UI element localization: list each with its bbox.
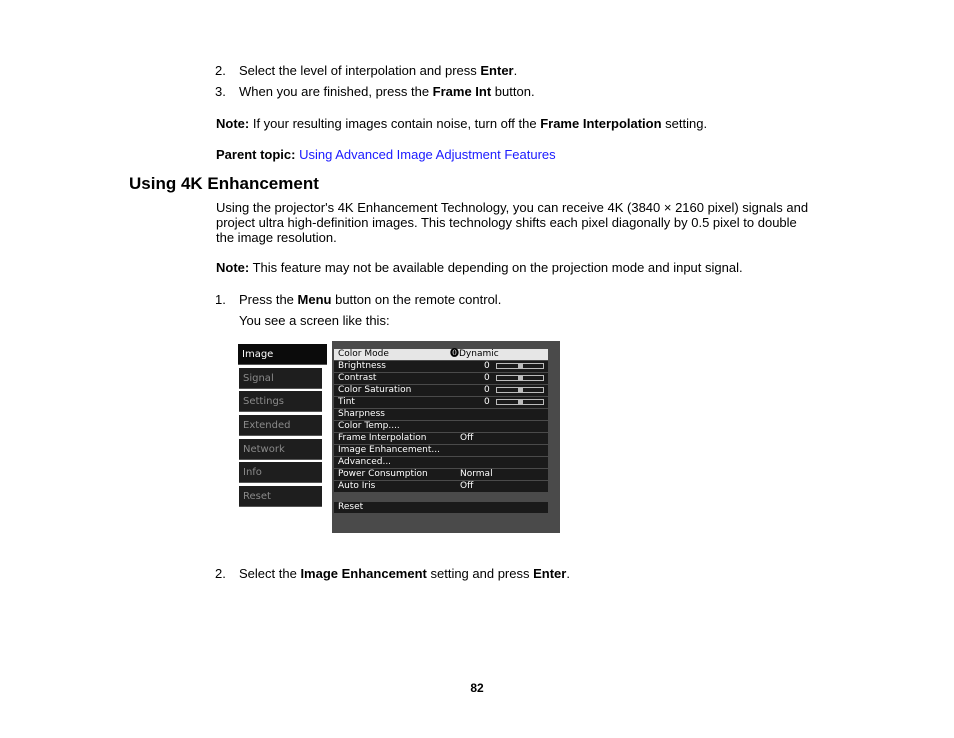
row-label: Color Temp.... — [338, 421, 400, 431]
menu-row-image-enhancement — [334, 445, 548, 456]
step-number: 2. — [215, 566, 226, 581]
slider-bar — [496, 363, 544, 369]
row-number: 0 — [484, 373, 490, 383]
sidebar-item-info: Info — [239, 462, 322, 483]
parent-topic: Parent topic: Using Advanced Image Adjustment Features — [216, 147, 556, 162]
row-value: Off — [460, 433, 474, 443]
row-number: 0 — [484, 361, 490, 371]
row-label: Color Mode — [338, 349, 389, 359]
step-text: Press the Menu button on the remote control. — [239, 292, 502, 307]
menu-row-color-mode — [334, 349, 548, 360]
slider-knob — [518, 364, 523, 368]
slider-knob — [518, 400, 523, 404]
sidebar-item-signal: Signal — [239, 368, 322, 389]
menu-row-contrast — [334, 373, 548, 384]
slider-knob — [518, 388, 523, 392]
sidebar-item-settings: Settings — [239, 391, 322, 412]
step-1-subtext: You see a screen like this: — [239, 313, 390, 328]
row-label: Image Enhancement... — [338, 445, 440, 455]
step-text: When you are finished, press the Frame Int button. — [239, 84, 535, 99]
slider-bar — [496, 399, 544, 405]
slider-knob — [518, 376, 523, 380]
slider-bar — [496, 387, 544, 393]
step-text: Select the level of interpolation and press Enter. — [239, 63, 518, 78]
row-label: Power Consumption — [338, 469, 428, 479]
note-availability: Note: This feature may not be available depending on the projection mode and input signal. — [216, 260, 743, 275]
row-number: 0 — [484, 385, 490, 395]
step-number: 1. — [215, 292, 226, 307]
sidebar-item-network: Network — [239, 439, 322, 460]
intro-line: the image resolution. — [216, 230, 337, 245]
step-text: Select the Image Enhancement setting and press Enter. — [239, 566, 570, 581]
menu-row-reset — [334, 502, 548, 513]
step-number: 3. — [215, 84, 226, 99]
note-frame-interpolation: Note: If your resulting images contain noise, turn off the Frame Interpolation setting. — [216, 116, 708, 131]
row-label: Brightness — [338, 361, 386, 371]
row-label: Contrast — [338, 373, 377, 383]
sidebar-item-image: Image — [238, 344, 327, 365]
intro-line: Using the projector's 4K Enhancement Technology, you can receive 4K (3840 × 2160 pixel) signals and — [216, 200, 809, 215]
menu-row-advanced — [334, 457, 548, 468]
menu-settings-panel — [332, 341, 560, 533]
row-label: Reset — [338, 502, 364, 512]
row-value: Normal — [460, 469, 493, 479]
menu-row-sharpness — [334, 409, 548, 420]
menu-row-brightness — [334, 361, 548, 372]
sidebar-item-reset: Reset — [239, 486, 322, 507]
row-label: Color Saturation — [338, 385, 412, 395]
step-number: 2. — [215, 63, 226, 78]
row-value: ⓿Dynamic — [450, 349, 499, 359]
row-label: Frame Interpolation — [338, 433, 427, 443]
intro-paragraph — [216, 200, 826, 245]
menu-row-auto-iris — [334, 481, 548, 492]
sidebar-item-extended: Extended — [239, 415, 322, 436]
menu-row-power-consumption — [334, 469, 548, 480]
row-label: Sharpness — [338, 409, 385, 419]
intro-line: project ultra high-definition images. This technology shifts each pixel diagonally by 0.5 pixel to double — [216, 215, 797, 230]
menu-row-color-temp — [334, 421, 548, 432]
row-label: Auto Iris — [338, 481, 376, 491]
row-value: Off — [460, 481, 474, 491]
section-heading: Using 4K Enhancement — [129, 174, 319, 193]
menu-row-frame-interpolation — [334, 433, 548, 444]
row-label: Advanced... — [338, 457, 392, 467]
row-label: Tint — [338, 397, 355, 407]
row-number: 0 — [484, 397, 490, 407]
projector-menu-screenshot — [238, 341, 560, 533]
parent-topic-link[interactable]: Using Advanced Image Adjustment Features — [299, 147, 556, 162]
page-number: 82 — [470, 681, 484, 695]
menu-row-tint — [334, 397, 548, 408]
slider-bar — [496, 375, 544, 381]
menu-row-color-saturation — [334, 385, 548, 396]
